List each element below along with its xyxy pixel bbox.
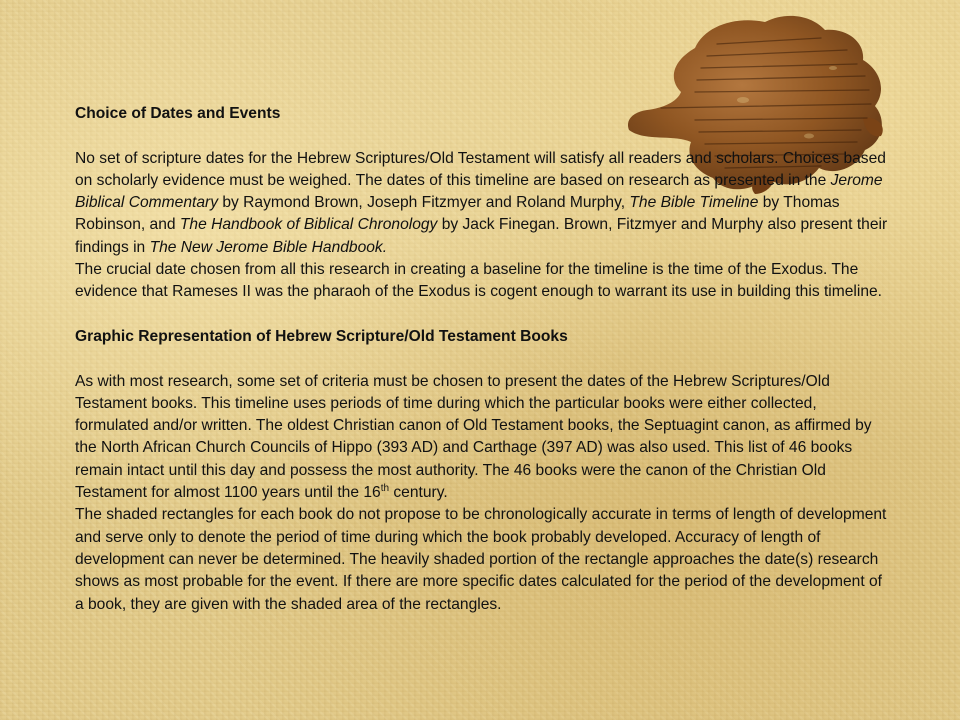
- book-title-jerome-handbook: The New Jerome Bible Handbook.: [149, 238, 388, 256]
- paragraph-criteria: [75, 371, 890, 505]
- spacer: [75, 125, 890, 147]
- text-run: by Thomas Robinson, and: [75, 194, 840, 234]
- paragraph-scripture-dates: [75, 148, 890, 259]
- superscript-ordinal: th: [380, 483, 390, 495]
- paragraph-shaded-rectangles: The shaded rectangles for each book do not propose to be chronologically accurate in terms of length of development and serve only to denote the period of time during which the book probably developed. Accuracy of length of development can never be determined. The heavily shaded portion of the rectangle approaches the date(s) research shows as most probable for the event. If there are more specific dates calculated for the period of the development of a book, they are given with the shaded area of the rectangles.: [75, 506, 887, 613]
- text-run: by Jack Finegan. Brown, Fitzmyer and Murphy also present their findings in: [75, 216, 888, 256]
- section-heading-graphic: Graphic Representation of Hebrew Scripture/Old Testament Books: [75, 327, 568, 345]
- paragraph-exodus-baseline: The crucial date chosen from all this research in creating a baseline for the timeline is the time of the Exodus. The evidence that Rameses II was the pharaoh of the Exodus is cogent enough to warrant its use in building this timeline.: [75, 261, 883, 301]
- spacer: [75, 304, 890, 326]
- text-run: No set of scripture dates for the Hebrew Scriptures/Old Testament will satisfy all readers and scholars. Choices based on scholarly evidence must be weighed. The dates of this timeline are based on research as presented in the: [75, 149, 886, 189]
- section-heading-dates: Choice of Dates and Events: [75, 105, 281, 122]
- book-title-bible-timeline: The Bible Timeline: [629, 194, 759, 212]
- text-run: by Raymond Brown, Joseph Fitzmyer and Roland Murphy,: [218, 194, 630, 212]
- book-title-handbook-chronology: The Handbook of Biblical Chronology: [179, 216, 438, 234]
- text-run: As with most research, some set of criteria must be chosen to present the dates of the Hebrew Scriptures/Old Testament books. This timeline uses periods of time during which the particular books were either collected, formulated and/or written. The oldest Christian canon of Old Testament books, the Septuagint canon, as affirmed by the North African Church Councils of Hippo (393 AD) and Carthage (397 AD) was also used. This list of 46 books remain intact until this day and possess the most authority. The 46 books were the canon of the Christian Old Testament for almost 1100 years until the 16: [75, 372, 872, 502]
- text-run: century.: [389, 484, 448, 502]
- spacer: [75, 348, 890, 370]
- slide-body: [75, 103, 890, 616]
- book-title-jerome-commentary: Jerome Biblical Commentary: [75, 171, 883, 212]
